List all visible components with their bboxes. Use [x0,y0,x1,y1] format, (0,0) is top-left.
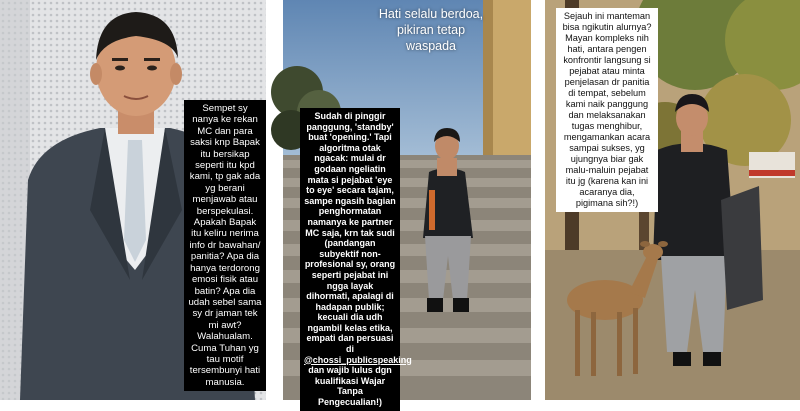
story-caption-1: Sempet sy nanya ke rekan MC dan para saksi knp Bapak itu bersikap seperti itu kpd kami, tp gak ada yg berani menjawab atau berspekulasi. Apakah Bapak itu keliru nerima info dr bawahan/ panitia? Apa dia hanya terdorong emosi fisik atau batin? Apa dia udah sebel sama sy dr jaman tek mi awt? Walahualam. Cuma Tuhan yg tau motif tersembunyi hati manusia. [184,100,266,391]
story-panel-2 [283,0,531,408]
mention-link[interactable]: @chossi_publicspeaking [304,354,412,365]
caption-2-text: Sudah di pinggir panggung, 'standby' buat 'opening.' Tapi algoritma otak ngacak: mulai dr godaan ngeliatin mata si pejabat 'eye to eye' secara tajam, sampe ngasih bagian penghormatan namanya ke partner MC saja, krn tak sudi (pandangan subyektif non-profesional sy, orang seperti pejabat ini ngga layak dihormati, apalagi di hadapan publik; kecuali dia udh ngambil kelas etika, empati dan persuasi di [304,111,396,355]
story-caption-3: Sejauh ini manteman bisa ngikutin alurnya? Mayan kompleks nih hati, antara pengen konfrontir langsung si pejabat atau minta penjelasan dr panitia di tempat, sebelum kami naik panggung dan melaksanakan tugas menghibur, mengamankan acara sampai sukses, yg ujungnya biar gak malu-maluin pejabat itu jg (karena kan ini acaranya dia, pigimana sih?!) [556,8,658,212]
story-panel-3 [545,0,800,400]
story-caption-2 [300,108,412,411]
story-panel-1 [0,0,266,400]
story-title-2: Hati selalu berdoa, pikiran tetap waspada [378,7,484,53]
caption-2-text-end: dan wajib lulus dgn kualifikasi Wajar Tanpa Pengecualian!) [308,365,392,408]
